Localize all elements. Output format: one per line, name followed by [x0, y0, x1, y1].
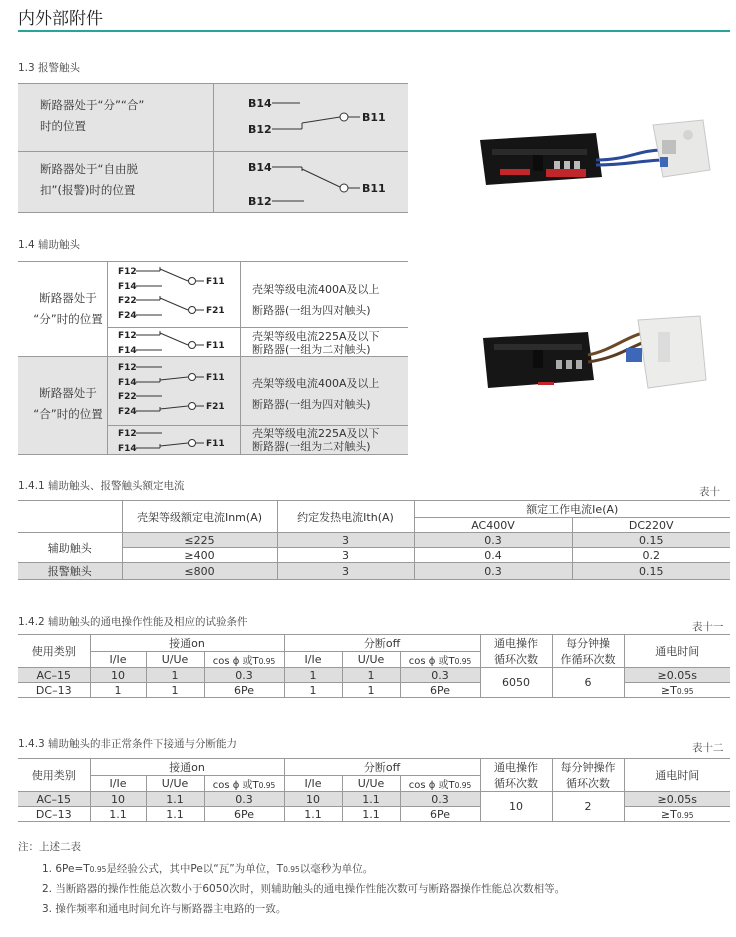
col-header-on: 接通on — [90, 635, 284, 652]
col-header-dc: DC220V — [572, 518, 730, 533]
col-header-rate: 每分钟操作 循环次数 — [552, 759, 624, 792]
aux-closed-400-desc: 壳架等级电流400A及以上 断路器(一组为四对触头) — [252, 377, 380, 411]
alarm-contact-table — [18, 83, 408, 213]
aux-contact-table — [18, 261, 408, 455]
svg-text:F12: F12 — [118, 363, 137, 373]
alarm-contact-diagram-tripped — [248, 157, 398, 213]
col-header-ops: 通电操作 循环次数 — [480, 635, 552, 668]
svg-text:F24: F24 — [118, 407, 137, 417]
svg-text:B12: B12 — [248, 123, 272, 136]
table-10-tag: 表十 — [699, 486, 720, 498]
aux-closed-225-desc: 壳架等级电流225A及以下 断路器(一组为二对触头) — [252, 427, 380, 453]
aux-open-400-desc: 壳架等级电流400A及以上 断路器(一组为四对触头) — [252, 283, 380, 317]
note-1: 1. 6Pe=T0.95是经验公式，其中Pe以“瓦”为单位，T0.95以毫秒为单位。 — [42, 863, 374, 875]
rated-current-table — [18, 500, 730, 580]
col-header-use: 使用类别 — [18, 759, 90, 792]
svg-text:F14: F14 — [118, 282, 137, 292]
section-heading-1-3: 1.3 报警触头 — [18, 62, 81, 74]
table-row: ≥400 3 0.4 0.2 — [18, 548, 730, 563]
col-header-ops: 通电操作 循环次数 — [480, 759, 552, 792]
table-11-heading: 1.4.2 辅助触头的通电操作性能及相应的试验条件 — [18, 616, 248, 628]
svg-text:F14: F14 — [118, 444, 137, 454]
svg-text:F14: F14 — [118, 346, 137, 356]
table-12-tag: 表十二 — [692, 742, 724, 754]
svg-text:F11: F11 — [206, 373, 225, 383]
col-header-inm: 壳架等级额定电流Inm(A) — [122, 501, 277, 533]
table-row: DC–13 1.1 1.1 6Pe 1.1 1.1 6Pe ≥T0.95 — [18, 807, 730, 822]
table-10-heading: 1.4.1 辅助触头、报警触头额定电流 — [18, 480, 185, 492]
col-header-off: 分断off — [284, 759, 480, 776]
page-title: 内外部附件 — [18, 9, 103, 29]
operating-performance-table: 使用类别 接通on 分断off 通电操作 循环次数 每分钟操 作循环次数 通电时间 I/Ie U/Ue cos ϕ 或T0.95 I/Ie U/Ue cos ϕ 或T0.95 AC–15 10 1 0.3 1 1 0.3 6050 6 ≥0.05s DC–13 1 1 6Pe 1 1 6Pe ≥T0.95 — [18, 634, 730, 698]
table-row: AC–15 10 1.1 0.3 10 1.1 0.3 10 2 ≥0.05s — [18, 792, 730, 807]
svg-text:F12: F12 — [118, 267, 137, 277]
svg-text:F11: F11 — [206, 439, 225, 449]
col-header-time: 通电时间 — [624, 635, 730, 668]
table-row: DC–13 1 1 6Pe 1 1 6Pe ≥T0.95 — [18, 683, 730, 698]
abnormal-conditions-table: 使用类别 接通on 分断off 通电操作 循环次数 每分钟操作 循环次数 通电时间 I/Ie U/Ue cos ϕ 或T0.95 I/Ie U/Ue cos ϕ 或T0.95 AC–15 10 1.1 0.3 10 1.1 0.3 10 2 ≥0.05s DC–13 1.1 1.1 6Pe 1.1 1.1 6Pe ≥T0.95 — [18, 758, 730, 822]
title-rule — [18, 30, 730, 32]
svg-text:B11: B11 — [362, 111, 386, 124]
alarm-contact-diagram-normal — [248, 93, 398, 149]
table-row: AC–15 10 1 0.3 1 1 0.3 6050 6 ≥0.05s — [18, 668, 730, 683]
aux-open-400-diagram — [118, 265, 238, 325]
aux-open-225-desc: 壳架等级电流225A及以下 断路器(一组为二对触头) — [252, 330, 380, 356]
svg-text:F22: F22 — [118, 296, 137, 306]
col-header-ie: 额定工作电流Ie(A) — [414, 501, 730, 518]
aux-closed-400-diagram — [118, 361, 238, 423]
svg-text:B14: B14 — [248, 161, 272, 174]
notes-title: 注：上述二表 — [18, 841, 81, 853]
svg-text:F14: F14 — [118, 378, 137, 388]
aux-open-225-diagram — [118, 329, 238, 357]
svg-text:F12: F12 — [118, 331, 137, 341]
svg-text:F21: F21 — [206, 306, 225, 316]
aux-contact-photo — [478, 310, 718, 400]
alarm-row2-label: 断路器处于“自由脱 扣”(报警)时的位置 — [40, 162, 138, 197]
col-header-off: 分断off — [284, 635, 480, 652]
aux-open-label: 断路器处于 “分”时的位置 — [33, 291, 103, 326]
section-heading-1-4: 1.4 辅助触头 — [18, 239, 81, 251]
table-row: 辅助触头 ≤225 3 0.3 0.15 — [18, 533, 730, 548]
col-header-ac: AC400V — [414, 518, 572, 533]
svg-text:F11: F11 — [206, 277, 225, 287]
svg-text:F21: F21 — [206, 402, 225, 412]
col-header-time: 通电时间 — [624, 759, 730, 792]
alarm-contact-photo — [478, 105, 718, 205]
note-2: 2. 当断路器的操作性能总次数小于6050次时，则辅助触头的通电操作性能次数可与断路器操作性能总次数相等。 — [42, 883, 566, 895]
table-12-heading: 1.4.3 辅助触头的非正常条件下接通与分断能力 — [18, 738, 238, 750]
table-11-tag: 表十一 — [692, 621, 724, 633]
aux-closed-225-diagram — [118, 427, 238, 455]
svg-text:F12: F12 — [118, 429, 137, 439]
svg-text:B14: B14 — [248, 97, 272, 110]
svg-text:F24: F24 — [118, 311, 137, 321]
svg-text:F22: F22 — [118, 392, 137, 402]
svg-text:B11: B11 — [362, 182, 386, 195]
col-header-ith: 约定发热电流Ith(A) — [277, 501, 414, 533]
aux-closed-label: 断路器处于 “合”时的位置 — [33, 386, 103, 421]
col-header-use: 使用类别 — [18, 635, 90, 668]
note-3: 3. 操作频率和通电时间允许与断路器主电路的一致。 — [42, 903, 287, 915]
svg-text:F11: F11 — [206, 341, 225, 351]
alarm-row1-label: 断路器处于“分”“合” 时的位置 — [40, 98, 145, 133]
col-header-on: 接通on — [90, 759, 284, 776]
col-header-rate: 每分钟操 作循环次数 — [552, 635, 624, 668]
svg-text:B12: B12 — [248, 195, 272, 208]
table-row: 报警触头 ≤800 3 0.3 0.15 — [18, 563, 730, 580]
